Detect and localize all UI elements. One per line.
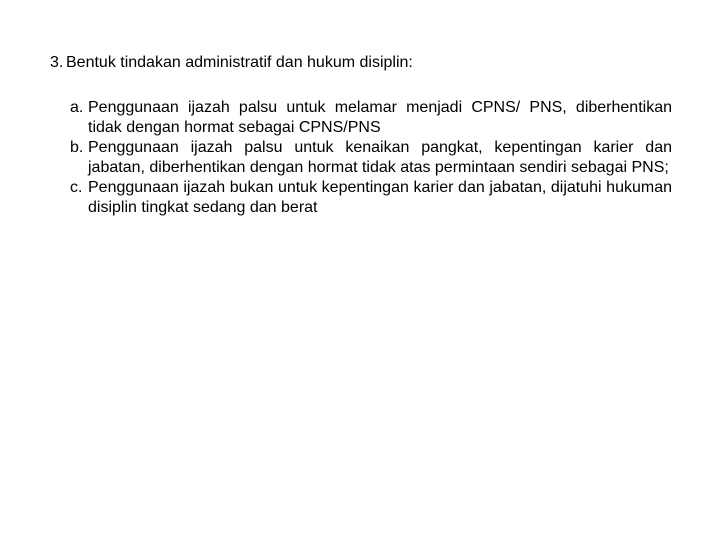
section-heading [50, 53, 413, 73]
section-number: 3. [50, 54, 64, 71]
section-title: Bentuk tindakan administratif dan hukum disiplin: [66, 54, 413, 71]
list-item-text: Penggunaan ijazah palsu untuk kenaikan pangkat, kepentingan karier dan jabatan, diberhentikan dengan hormat tidak atas permintaan sendiri sebagai PNS; [88, 139, 672, 176]
sanction-list [70, 98, 672, 218]
list-item-text: Penggunaan ijazah palsu untuk melamar menjadi CPNS/ PNS, diberhentikan tidak dengan hormat sebagai CPNS/PNS [88, 99, 672, 136]
list-item [70, 138, 672, 178]
list-marker: b. [70, 139, 84, 156]
list-marker: a. [70, 99, 84, 116]
list-item-text: Penggunaan ijazah bukan untuk kepentingan karier dan jabatan, dijatuhi hukuman disiplin tingkat sedang dan berat [88, 179, 672, 216]
list-item [70, 178, 672, 218]
list-marker: c. [70, 179, 83, 196]
list-item [70, 98, 672, 138]
